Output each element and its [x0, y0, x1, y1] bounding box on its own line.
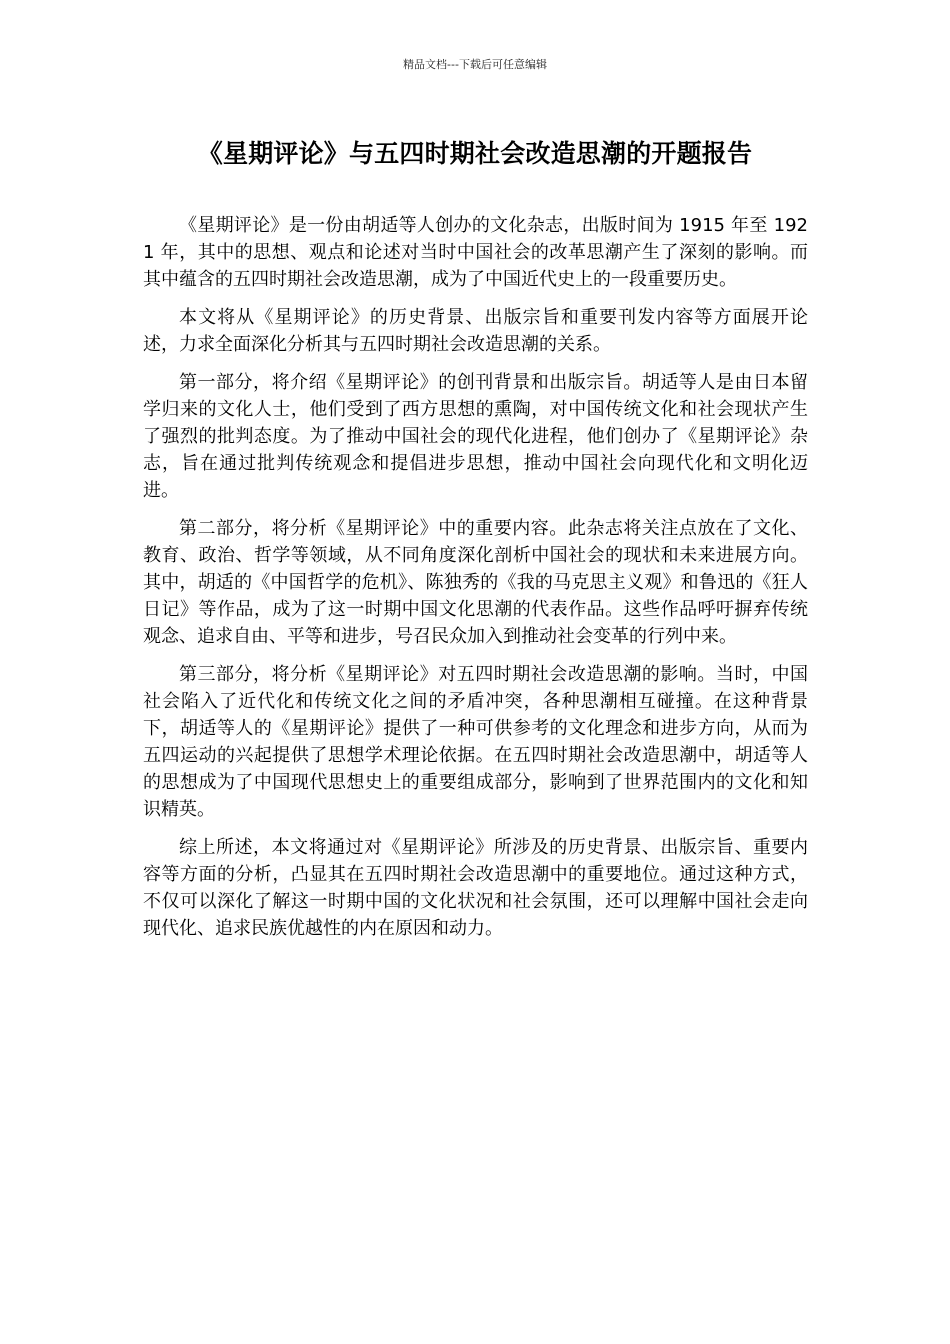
paragraph-conclusion: 综上所述，本文将通过对《星期评论》所涉及的历史背景、出版宗旨、重要内容等方面的分析，凸显其在五四时期社会改造思潮中的重要地位。通过这种方式，不仅可以深化了解这一时期中国的文化状况和社会氛围，还可以理解中国社会走向现代化、追求民族优越性的内在原因和动力。 [143, 837, 808, 939]
paragraph-scope: 本文将从《星期评论》的历史背景、出版宗旨和重要刊发内容等方面展开论述，力求全面深化分析其与五四时期社会改造思潮的关系。 [143, 307, 808, 355]
page-header-note: 精品文档---下载后可任意编辑 [403, 58, 547, 71]
paragraph-intro: 《星期评论》是一份由胡适等人创办的文化杂志，出版时间为 1915 年至 1921 年，其中的思想、观点和论述对当时中国社会的改革思潮产生了深刻的影响。而其中蕴含的五四时期社会改造思潮，成为了中国近代史上的一段重要历史。 [143, 215, 808, 290]
paragraph-part-one: 第一部分，将介绍《星期评论》的创刊背景和出版宗旨。胡适等人是由日本留学归来的文化人士，他们受到了西方思想的熏陶，对中国传统文化和社会现状产生了强烈的批判态度。为了推动中国社会的现代化进程，他们创办了《星期评论》杂志，旨在通过批判传统观念和提倡进步思想，推动中国社会向现代化和文明化迈进。 [143, 372, 808, 501]
document-body [143, 212, 808, 953]
paragraph-part-three: 第三部分，将分析《星期评论》对五四时期社会改造思潮的影响。当时，中国社会陷入了近代化和传统文化之间的矛盾冲突，各种思潮相互碰撞。在这种背景下，胡适等人的《星期评论》提供了一种可供参考的文化理念和进步方向，从而为五四运动的兴起提供了思想学术理论依据。在五四时期社会改造思潮中，胡适等人的思想成为了中国现代思想史上的重要组成部分，影响到了世界范围内的文化和知识精英。 [143, 664, 808, 820]
paragraph-part-two: 第二部分，将分析《星期评论》中的重要内容。此杂志将关注点放在了文化、教育、政治、哲学等领域，从不同角度深化剖析中国社会的现状和未来进展方向。其中，胡适的《中国哲学的危机》、陈独秀的《我的马克思主义观》和鲁迅的《狂人日记》等作品，成为了这一时期中国文化思潮的代表作品。这些作品呼吁摒弃传统观念、追求自由、平等和进步，号召民众加入到推动社会变革的行列中来。 [143, 518, 808, 647]
document-title: 《星期评论》与五四时期社会改造思潮的开题报告 [197, 139, 753, 168]
